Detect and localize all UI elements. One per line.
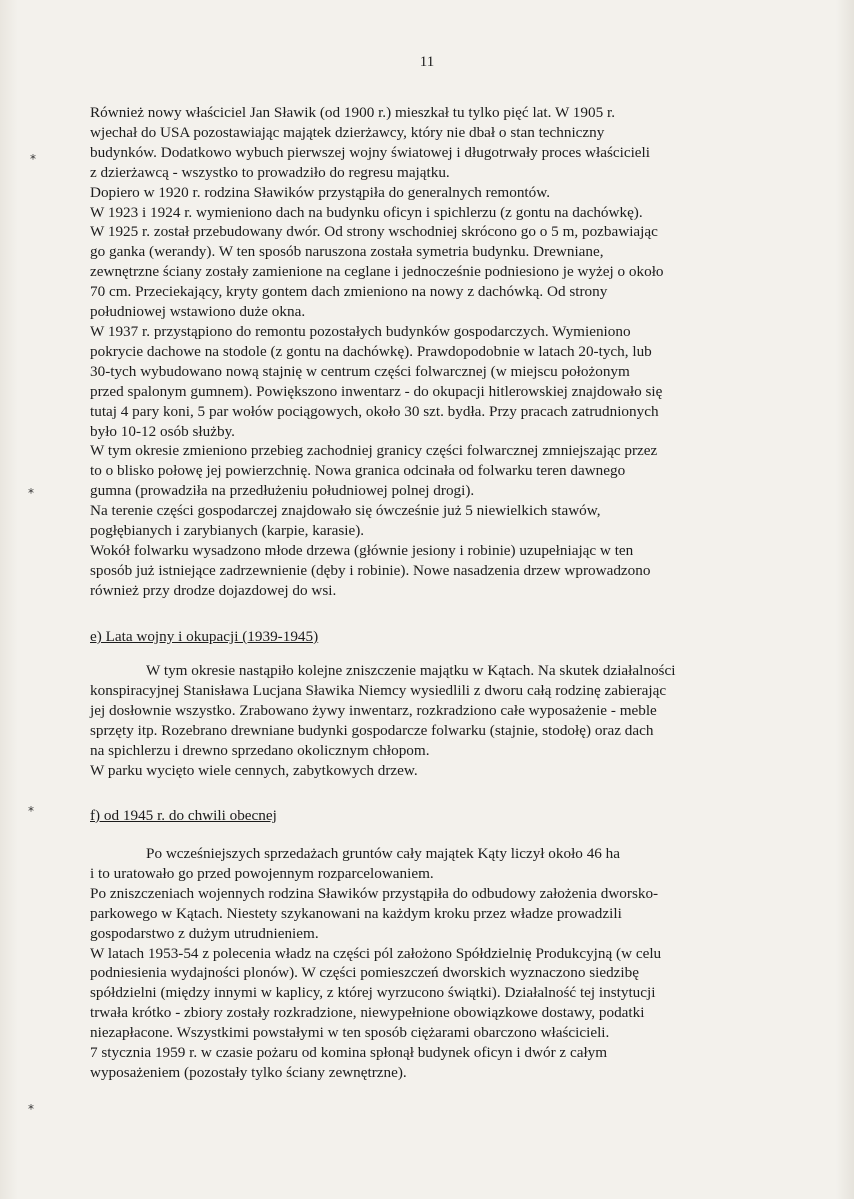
paragraph-history-1900-1939 [90, 103, 750, 601]
text-line: gospodarstwo z dużym utrudnieniem. [90, 924, 319, 942]
text-line: południowej wstawiono duże okna. [90, 303, 306, 321]
text-line: Również nowy właściciel Jan Sławik (od 1900 r.) mieszkał tu tylko pięć lat. W 1905 r. [90, 104, 615, 121]
text-line: to o blisko połowę jej powierzchnię. Nowa granica odcinała od folwarku teren dawnego [90, 462, 626, 480]
text-line: W tym okresie nastąpiło kolejne zniszczenie majątku w Kątach. Na skutek działalności [146, 662, 676, 679]
text-line: i to uratowało go przed powojennym rozparcelowaniem. [90, 864, 434, 882]
text-line: 30-tych wybudowano nową stajnię w centrum części folwarcznej (w miejscu położonym [90, 362, 630, 380]
section-heading-since-1945: f) od 1945 r. do chwili obecnej [90, 807, 277, 824]
text-line: W tym okresie zmieniono przebieg zachodniej granicy części folwarcznej zmniejszając przez [90, 442, 658, 460]
text-line: przed spalonym gumnem). Powiększono inwentarz - do okupacji hitlerowskiej znajdowało się [90, 382, 663, 400]
text-line: go ganka (werandy). W ten sposób naruszona została symetria budynku. Drewniane, [90, 243, 604, 261]
text-line: z dzierżawcą - wszystko to prowadziło do regresu majątku. [90, 163, 450, 181]
text-line: Na terenie części gospodarczej znajdowało się ówcześnie już 5 niewielkich stawów, [90, 502, 601, 520]
text-line: trwała krótko - zbiory zostały rozkradzione, niewypełnione obowiązkowe dostawy, podatki [90, 1004, 645, 1022]
page-number: 11 [419, 54, 435, 70]
margin-mark: * [28, 486, 34, 500]
text-line: W parku wycięto wiele cennych, zabytkowych drzew. [90, 761, 418, 779]
text-line: sposób już istniejące zadrzewnienie (dęby i robinie). Nowe nasadzenia drzew wprowadzono [90, 561, 651, 579]
text-line: Wokół folwarku wysadzono młode drzewa (głównie jesiony i robinie) uzupełniając w ten [90, 541, 634, 559]
margin-mark: * [28, 1102, 34, 1116]
paragraph-since-1945 [90, 844, 750, 1083]
text-line: zewnętrzne ściany zostały zamienione na ceglane i jednocześnie podniesiono je wyżej o około [90, 263, 664, 281]
text-line: Po zniszczeniach wojennych rodzina Sławików przystąpiła do odbudowy założenia dworsko- [90, 884, 659, 902]
text-line: wjechał do USA pozostawiając majątek dzierżawcy, który nie dbał o stan techniczny [90, 123, 605, 141]
text-line: Po wcześniejszych sprzedażach gruntów cały majątek Kąty liczył około 46 ha [146, 845, 621, 862]
text-line: tutaj 4 pary koni, 5 par wołów pociągowych, około 30 szt. bydła. Przy pracach zatrudnionych [90, 402, 659, 420]
text-line: W 1923 i 1924 r. wymieniono dach na budynku oficyn i spichlerzu (z gontu na dachówkę). [90, 203, 643, 221]
margin-mark: * [28, 804, 34, 818]
text-line: pokrycie dachowe na stodole (z gontu na dachówkę). Prawdopodobnie w latach 20-tych, lub [90, 342, 652, 360]
text-line: W 1937 r. przystąpiono do remontu pozostałych budynków gospodarczych. Wymieniono [90, 322, 631, 340]
text-line: spółdzielni (między innymi w kaplicy, z której wyrzucono świątki). Działalność tej instytucji [90, 984, 656, 1002]
paragraph-war-occupation [90, 661, 750, 780]
text-line: było 10-12 osób służby. [90, 422, 235, 440]
section-heading-war-occupation: e) Lata wojny i okupacji (1939-1945) [90, 628, 319, 645]
text-line: 70 cm. Przeciekający, kryty gontem dach zmieniono na nowy z dachówką. Od strony [90, 283, 608, 301]
text-line: jej dosłownie wszystko. Zrabowano żywy inwentarz, rozkradziono całe wyposażenie - meble [90, 701, 657, 719]
text-line: wyposażeniem (pozostały tylko ściany zewnętrzne). [90, 1063, 407, 1081]
text-line: W 1925 r. został przebudowany dwór. Od strony wschodniej skrócono go o 5 m, pozbawiając [90, 223, 658, 241]
margin-mark: * [30, 152, 36, 166]
text-line: Dopiero w 1920 r. rodzina Sławików przystąpiła do generalnych remontów. [90, 183, 551, 201]
text-line: podniesienia wydajności plonów). W części pomieszczeń dworskich wyznaczono siedzibę [90, 964, 639, 982]
text-line: W latach 1953-54 z polecenia władz na części pól założono Spółdzielnię Produkcyjną (w celu [90, 944, 662, 962]
text-line: budynków. Dodatkowo wybuch pierwszej wojny światowej i długotrwały proces właścicieli [90, 143, 650, 161]
text-line: 7 stycznia 1959 r. w czasie pożaru od komina spłonął budynek oficyn i dwór z całym [90, 1044, 608, 1062]
text-line: również przy drodze dojazdowej do wsi. [90, 581, 337, 599]
text-line: na spichlerzu i drewno sprzedano okolicznym chłopom. [90, 741, 430, 759]
text-line: gumna (prowadziła na przedłużeniu południowej polnej drogi). [90, 482, 475, 500]
text-line: konspiracyjnej Stanisława Lucjana Sławika Niemcy wysiedlili z dworu całą rodzinę zabierając [90, 681, 667, 699]
text-line: sprzęty itp. Rozebrano drewniane budynki gospodarcze folwarku (stajnie, stodołę) oraz dach [90, 721, 654, 739]
text-line: pogłębianych i zarybianych (karpie, karasie). [90, 522, 365, 540]
text-line: parkowego w Kątach. Niestety szykanowani na każdym kroku przez władze prowadzili [90, 904, 622, 922]
text-line: niezapłacone. Wszystkimi powstałymi w ten sposób ciężarami obarczono właścicieli. [90, 1024, 610, 1042]
